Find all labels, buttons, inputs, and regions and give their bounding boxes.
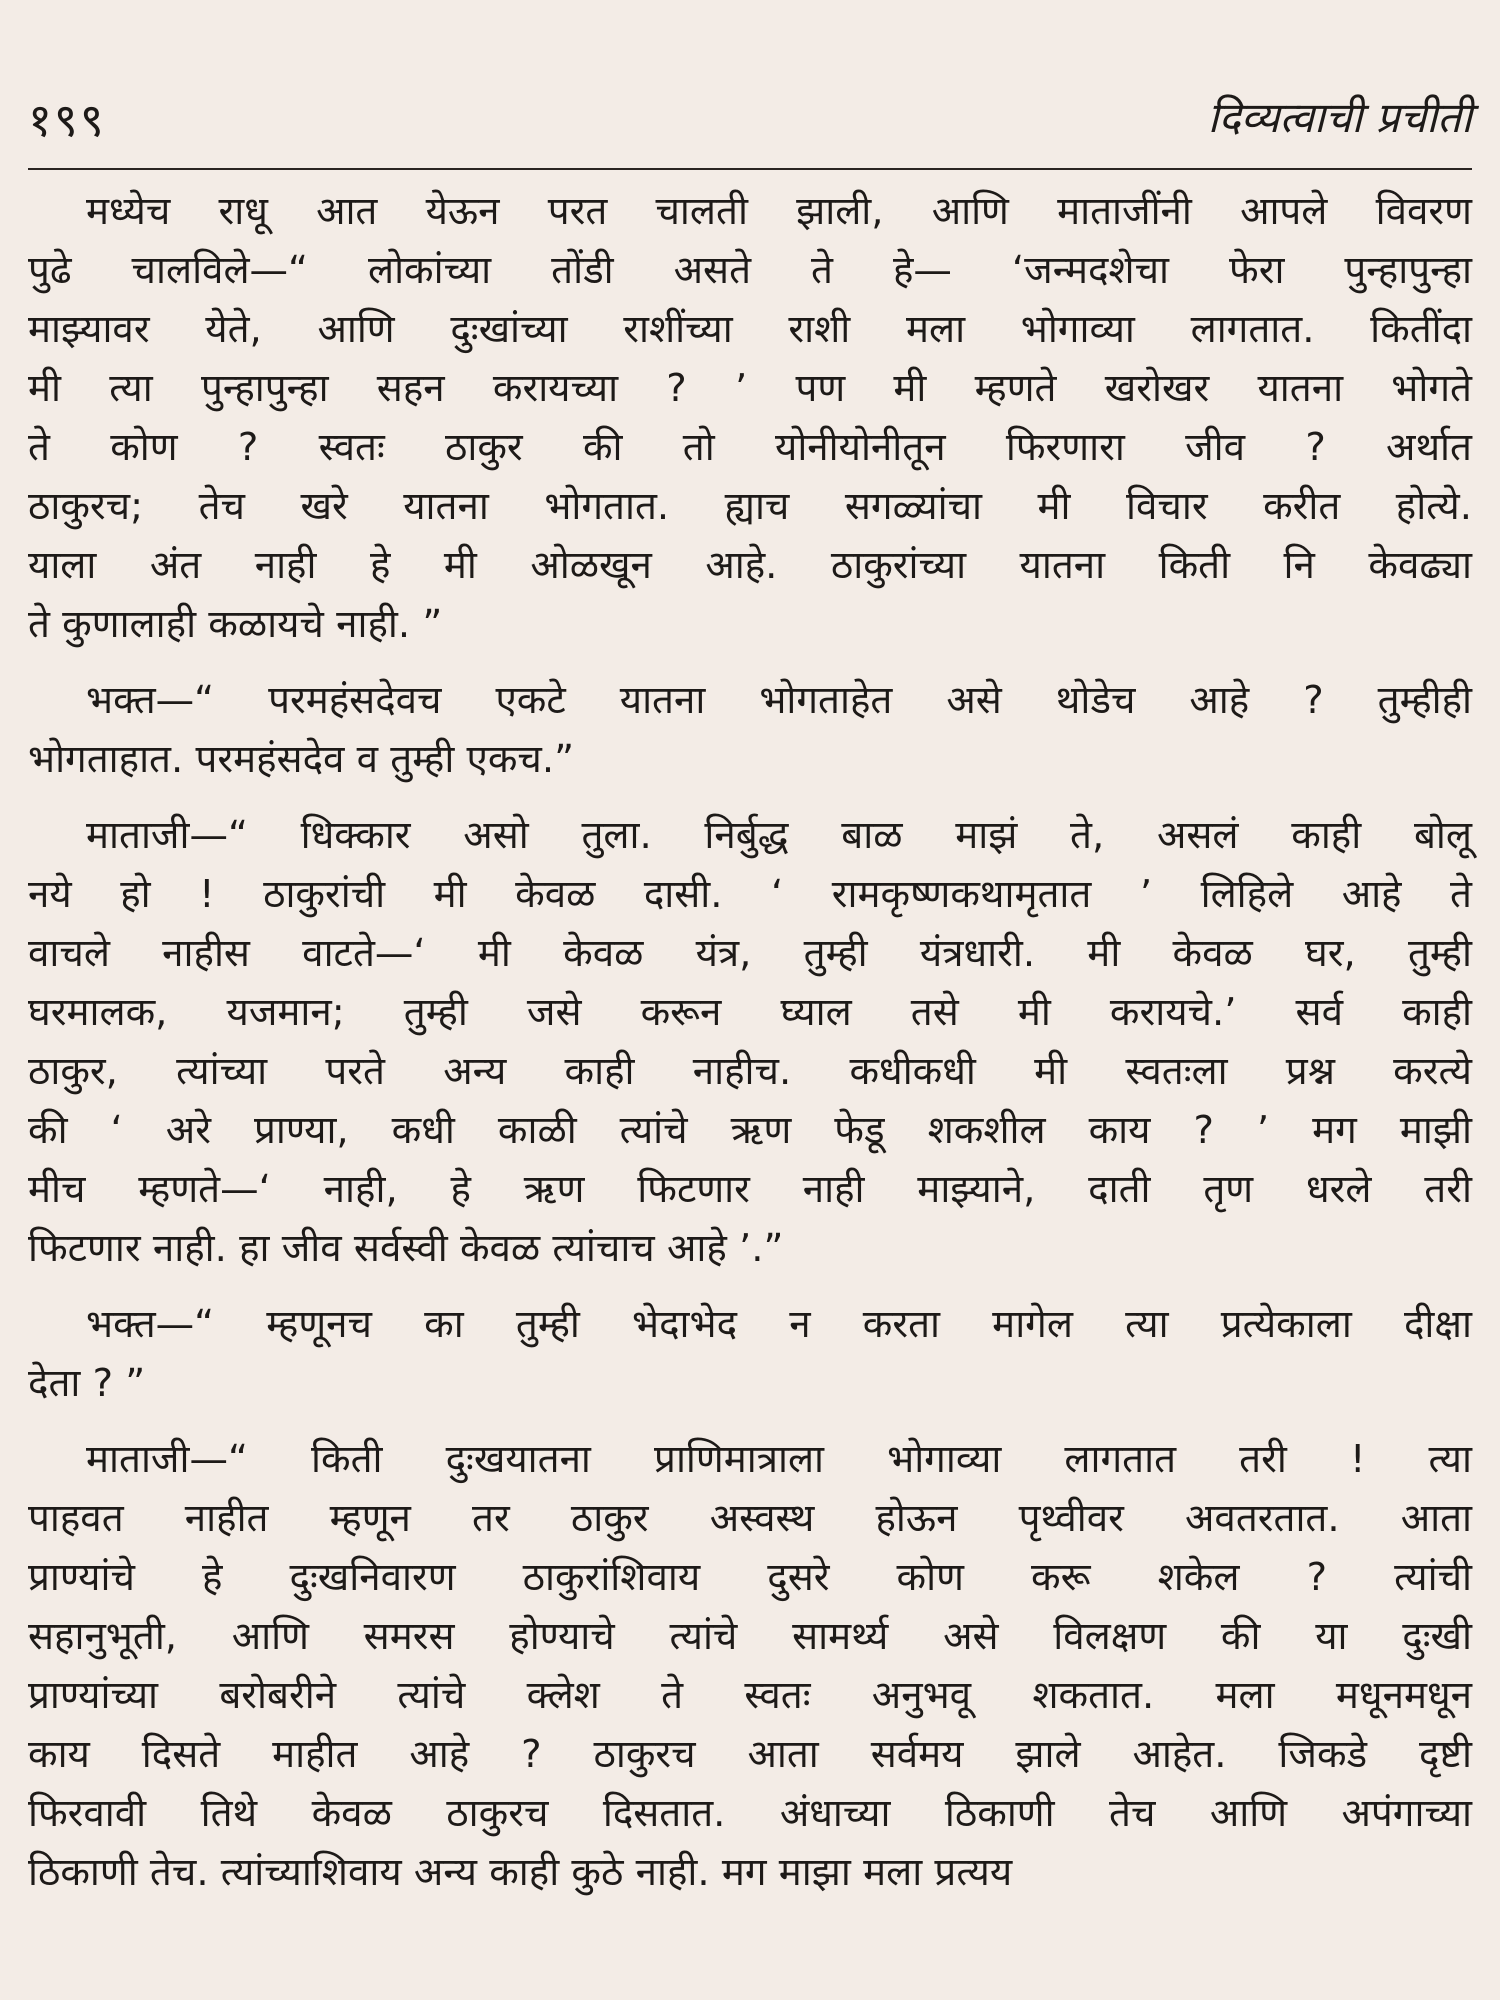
header-rule <box>28 168 1472 170</box>
text-line: वाचले नाहीस वाटते—‘ मी केवळ यंत्र, तुम्ही यंत्रधारी. मी केवळ घर, तुम्ही <box>28 931 1472 976</box>
text-line: भक्त—“ परमहंसदेवच एकटे यातना भोगताहेत असे थोडेच आहे ? तुम्हीही <box>86 678 1473 723</box>
text-line: प्राण्यांचे हे दुःखनिवारण ठाकुरांशिवाय दुसरे कोण करू शकेल ? त्यांची <box>28 1555 1472 1600</box>
text-line: मीच म्हणते—‘ नाही, हे ऋण फिटणार नाही माझ्याने, दाती तृण धरले तरी <box>28 1167 1472 1212</box>
running-title: दिव्यत्वाची प्रचीती <box>1207 93 1472 142</box>
paragraph <box>28 1430 1472 1902</box>
page-header <box>28 88 1472 148</box>
text-line: फिरवावी तिथे केवळ ठाकुरच दिसतात. अंधाच्या ठिकाणी तेच आणि अपंगाच्या <box>28 1791 1472 1836</box>
text-line: प्राण्यांच्या बरोबरीने त्यांचे क्लेश ते स्वतः अनुभवू शकतात. मला मधूनमधून <box>28 1673 1473 1718</box>
text-line: काय दिसते माहीत आहे ? ठाकुरच आता सर्वमय झाले आहेत. जिकडे दृष्टी <box>28 1732 1472 1777</box>
body-text <box>28 182 1472 1919</box>
text-line: ठिकाणी तेच. त्यांच्याशिवाय अन्य काही कुठे नाही. मग माझा मला प्रत्यय <box>28 1850 1013 1895</box>
text-line: ते कुणालाही कळायचे नाही. ” <box>28 602 443 647</box>
text-line: ते कोण ? स्वतः ठाकुर की तो योनीयोनीतून फिरणारा जीव ? अर्थात <box>28 425 1472 470</box>
text-line: फिटणार नाही. हा जीव सर्वस्वी केवळ त्यांचाच आहे ’.” <box>28 1226 784 1271</box>
text-line: घरमालक, यजमान; तुम्ही जसे करून घ्याल तसे मी करायचे.’ सर्व काही <box>28 990 1473 1035</box>
text-line: पुढे चालविले—“ लोकांच्या तोंडी असते ते हे— ‘जन्मदशेचा फेरा पुन्हापुन्हा <box>28 248 1472 293</box>
text-line: ठाकुरच; तेच खरे यातना भोगतात. ह्याच सगळ्यांचा मी विचार करीत होत्ये. <box>28 484 1472 529</box>
paragraph <box>28 182 1472 654</box>
text-line: याला अंत नाही हे मी ओळखून आहे. ठाकुरांच्या यातना किती नि केवढ्या <box>28 543 1472 588</box>
text-line: पाहवत नाहीत म्हणून तर ठाकुर अस्वस्थ होऊन पृथ्वीवर अवतरतात. आता <box>28 1496 1473 1541</box>
text-line: माताजी—“ किती दुःखयातना प्राणिमात्राला भोगाव्या लागतात तरी ! त्या <box>86 1437 1472 1482</box>
text-line: देता ? ” <box>28 1361 146 1406</box>
text-line: माझ्यावर येते, आणि दुःखांच्या राशींच्या राशी मला भोगाव्या लागतात. कितींदा <box>28 307 1473 352</box>
text-line: भक्त—“ म्हणूनच का तुम्ही भेदाभेद न करता मागेल त्या प्रत्येकाला दीक्षा <box>86 1302 1472 1347</box>
text-line: ठाकुर, त्यांच्या परते अन्य काही नाहीच. कधीकधी मी स्वतःला प्रश्न करत्ये <box>28 1049 1472 1094</box>
paragraph <box>28 671 1472 789</box>
text-line: सहानुभूती, आणि समरस होण्याचे त्यांचे सामर्थ्य असे विलक्षण की या दुःखी <box>28 1614 1472 1659</box>
text-line: माताजी—“ धिक्कार असो तुला. निर्बुद्ध बाळ माझं ते, असलं काही बोलू <box>86 813 1473 858</box>
paragraph <box>28 1295 1472 1413</box>
text-line: मध्येच राधू आत येऊन परत चालती झाली, आणि माताजींनी आपले विवरण <box>86 189 1472 234</box>
text-line: नये हो ! ठाकुरांची मी केवळ दासी. ‘ रामकृष्णकथामृतात ’ लिहिले आहे ते <box>28 872 1472 917</box>
page-number: १९९ <box>28 93 106 147</box>
paragraph <box>28 806 1472 1278</box>
text-line: भोगताहात. परमहंसदेव व तुम्ही एकच.” <box>28 737 575 782</box>
text-line: मी त्या पुन्हापुन्हा सहन करायच्या ? ’ पण मी म्हणते खरोखर यातना भोगते <box>28 366 1472 411</box>
text-line: की ‘ अरे प्राण्या, कधी काळी त्यांचे ऋण फेडू शकशील काय ? ’ मग माझी <box>28 1108 1472 1153</box>
